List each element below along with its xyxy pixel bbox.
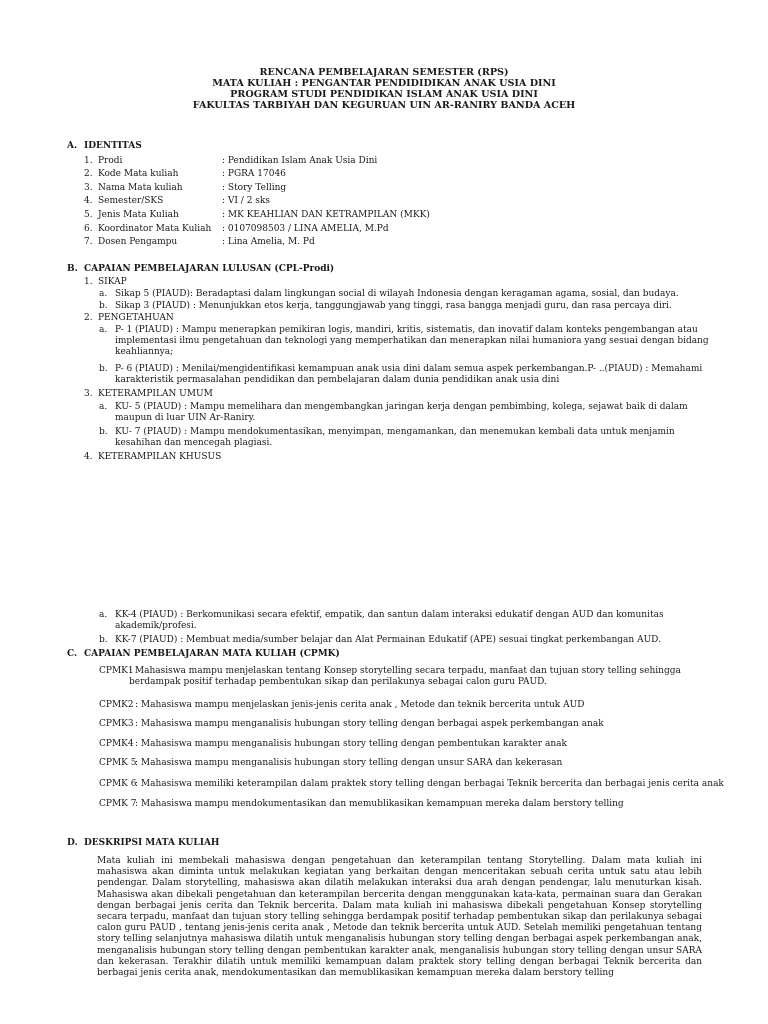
cpl-item-text: KK-7 (PIAUD) : Membuat media/sumber belajar dan Alat Permainan Edukatif (APE) sesuai tingkat perkembangan AUD. [115, 635, 661, 645]
cpmk-code: CPMK2 [99, 700, 134, 710]
cpl-group-title: SIKAP [98, 277, 127, 287]
identity-num: 7. [84, 237, 93, 247]
section-a-letter: A. [67, 141, 78, 151]
section-d-letter: D. [67, 838, 78, 848]
cpl-item-letter: a. [99, 289, 108, 299]
section-d-title: DESKRIPSI MATA KULIAH [84, 838, 220, 848]
cpl-item-text: Sikap 5 (PIAUD): Beradaptasi dalam lingkungan social di wilayah Indonesia dengan keragaman agama, sosial, dan budaya. [115, 289, 679, 299]
identity-label: Semester/SKS [98, 196, 164, 206]
identity-value: : 0107098503 / LINA AMELIA, M.Pd [222, 224, 389, 234]
cpl-item-letter: b. [99, 364, 108, 374]
identity-num: 6. [84, 224, 93, 234]
identity-num: 3. [84, 183, 93, 193]
cpmk-text: : Mahasiswa mampu menganalisis hubungan story telling dengan berbagai aspek perkembangan anak [135, 719, 604, 729]
cpl-group-num: 3. [84, 389, 93, 399]
cpl-item-letter: b. [99, 427, 108, 437]
cpl-item-text: KU- 5 (PIAUD) : Mampu memelihara dan mengembangkan jaringan kerja dengan pembimbing, kolega, sejawat baik di dalam maupun di luar UIN Ar-Raniry. [115, 402, 688, 423]
identity-value: : PGRA 17046 [222, 169, 286, 179]
cpmk-text: : Mahasiswa mampu menganalisis hubungan story telling dengan unsur SARA dan kekerasan [135, 758, 563, 768]
identity-label: Jenis Mata Kuliah [98, 210, 179, 220]
identity-label: Prodi [98, 156, 123, 166]
identity-value: : Lina Amelia, M. Pd [222, 237, 315, 247]
cpl-group-num: 2. [84, 313, 93, 323]
cpmk-text: : Mahasiswa memiliki keterampilan dalam praktek story telling dengan berbagai Teknik bercerita dan berbagai jenis cerita anak [135, 779, 724, 789]
cpl-item-letter: b. [99, 635, 108, 645]
cpmk-text: : Mahasiswa mampu menjelaskan jenis-jenis cerita anak , Metode dan teknik bercerita untuk AUD [135, 700, 585, 710]
cpmk-code: CPMK 6 [99, 779, 137, 789]
cpmk-code: CPMK 5 [99, 758, 137, 768]
cpmk-code: CPMK3 [99, 719, 134, 729]
identity-label: Koordinator Mata Kuliah [98, 224, 212, 234]
identity-label: Kode Mata kuliah [98, 169, 179, 179]
identity-num: 2. [84, 169, 93, 179]
identity-value: : VI / 2 sks [222, 196, 270, 206]
identity-num: 1. [84, 156, 93, 166]
cpl-group-num: 4. [84, 452, 93, 462]
cpl-item-text: Sikap 3 (PIAUD) : Menunjukkan etos kerja, tanggungjawab yang tinggi, rasa bangga menjadi guru, dan rasa percaya diri. [115, 301, 672, 311]
cpl-group-title: PENGETAHUAN [98, 313, 174, 323]
section-c-letter: C. [67, 649, 78, 659]
header-line-4: FAKULTAS TARBIYAH DAN KEGURUAN UIN AR-RANIRY BANDA ACEH [192, 100, 576, 111]
identity-value: : Pendidikan Islam Anak Usia Dini [222, 156, 378, 166]
cpl-group-title: KETERAMPILAN UMUM [98, 389, 213, 399]
cpmk-code: CPMK 7 [99, 799, 137, 809]
cpl-item-letter: a. [99, 325, 108, 335]
cpl-item-letter: a. [99, 402, 108, 412]
section-b-letter: B. [67, 264, 78, 274]
section-b-title: CAPAIAN PEMBELAJARAN LULUSAN (CPL-Prodi) [84, 264, 335, 274]
header-line-1: RENCANA PEMBELAJARAN SEMESTER (RPS) [259, 67, 509, 78]
cpmk-text: : Mahasiswa mampu menganalisis hubungan story telling dengan pembentukan karakter anak [135, 739, 567, 749]
cpmk-text: : Mahasiswa mampu mendokumentasikan dan memublikasikan kemampuan mereka dalam berstory telling [135, 799, 624, 809]
cpl-item-letter: a. [99, 610, 108, 620]
section-a-title: IDENTITAS [84, 141, 142, 151]
cpl-group-num: 1. [84, 277, 93, 287]
cpmk-code: CPMK4 [99, 739, 134, 749]
cpl-group-title: KETERAMPILAN KHUSUS [98, 452, 222, 462]
identity-label: Dosen Pengampu [98, 237, 178, 247]
header-line-3: PROGRAM STUDI PENDIDIKAN ISLAM ANAK USIA DINI [230, 89, 538, 100]
identity-value: : Story Telling [222, 183, 287, 193]
cpmk-text: : Mahasiswa mampu menjelaskan tentang Konsep storytelling secara terpadu, manfaat dan tujuan story telling sehingga berdampak positif terhadap pembentukan sikap dan perilakunya sebagai calon guru PAUD. [129, 666, 681, 687]
cpl-item-text: KU- 7 (PIAUD) : Mampu mendokumentasikan, menyimpan, mengamankan, dan menemukan kembali data untuk menjamin kesahihan dan mencegah plagiasi. [115, 427, 675, 448]
cpl-item-text: P- 6 (PIAUD) : Menilai/mengidentifikasi kemampuan anak usia dini dalam semua aspek perkembangan.P- ..(PIAUD) : Memahami karakteristik permasalahan pendidikan dan pembelajaran dalam dunia pendidikan anak usia dini [115, 364, 703, 385]
cpl-item-letter: b. [99, 301, 108, 311]
document-header [0, 67, 768, 111]
section-c-title: CAPAIAN PEMBELAJARAN MATA KULIAH (CPMK) [84, 649, 340, 659]
cpl-item-text: P- 1 (PIAUD) : Mampu menerapkan pemikiran logis, mandiri, kritis, sistematis, dan inovatif dalam konteks pengembangan atau implementasi ilmu pengetahuan dan teknologi yang memperhatikan dan menerapkan nilai humaniora yang sesuai dengan bidang keahliannya; [115, 325, 709, 357]
identity-num: 4. [84, 196, 93, 206]
identity-label: Nama Mata kuliah [98, 183, 183, 193]
course-description: Mata kuliah ini membekali mahasiswa dengan pengetahuan dan keterampilan tentang Storytelling. Dalam mata kuliah ini mahasiswa akan diminta untuk melakukan kegiatan yang berkaitan dengan menceritakan sebuah cerita untuk satu atau lebih pendengar. Dalam storytelling, mahasiswa akan dilatih melakukan interaksi dua arah dengan pendengar, lalu menuturkan kisah. Mahasiswa akan dibekali pengetahuan dan keterampilan bercerita dengan menggunakan kata-kata, permainan suara dan Gerakan dengan berbagai jenis cerita dan Teknik bercerita. Dalam mata kuliah ini mahasiswa dibekali pengetahuan Konsep storytelling secara terpadu, manfaat dan tujuan story telling sehingga berdampak positif terhadap pembentukan sikap dan perilakunya sebagai calon guru PAUD , tentang jenis-jenis cerita anak , Metode dan teknik bercerita untuk AUD. Setelah memiliki pengetahuan tentang story telling selanjutnya mahasiswa dilatih untuk menganalisis hubungan story telling dengan berbagai aspek perkembangan anak, menganalisis hubungan story telling dengan pembentukan karakter anak, menganalisis hubungan story telling dengan unsur SARA dan kekerasan. Terakhir dilatih untuk memiliki kemampuan dalam praktek story telling dengan berbagai Teknik bercerita dan berbagai jenis cerita anak, mendokumentasikan dan memublikasikan kemampuan mereka dalam berstory telling [97, 856, 702, 979]
header-line-2: MATA KULIAH : PENGANTAR PENDIDIDIKAN ANAK USIA DINI [212, 78, 556, 89]
identity-num: 5. [84, 210, 93, 220]
identity-value: : MK KEAHLIAN DAN KETRAMPILAN (MKK) [222, 210, 430, 220]
cpmk-code: CPMK1 [99, 666, 134, 676]
cpl-item-text: KK-4 (PIAUD) : Berkomunikasi secara efektif, empatik, dan santun dalam interaksi edukatif dengan AUD dan komunitas akademik/profesi. [115, 610, 664, 631]
